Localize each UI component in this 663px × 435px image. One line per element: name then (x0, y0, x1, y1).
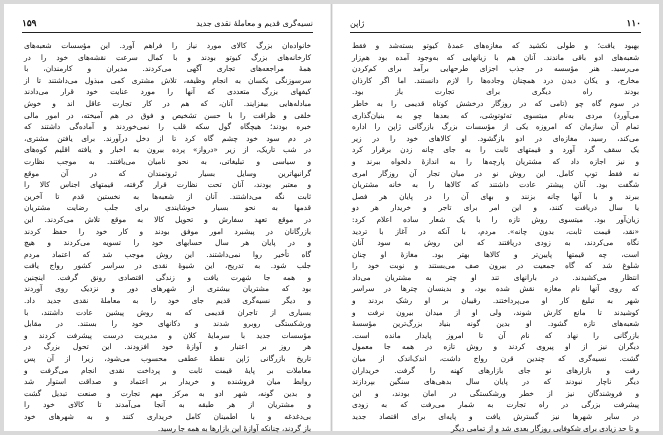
text-line: یک سقف گرد آورد و قیمتهای ثابت را به جای چانه زدن برقرار کرد (352, 145, 639, 155)
text-line: نه فقط توپ کامل. این روش نو در میان تجار آن روزگار امری (352, 168, 639, 178)
text-line: گشت. نسیه‌گری که چندین قرن رواج داشت، اندک‌اندک از میان (352, 354, 639, 364)
right-page-header (350, 18, 641, 33)
text-line: باز گردند، چنانکه آوازهٔ این بازارها به همه جا رسید. (157, 423, 311, 433)
text-line: تمام آن سازمان که امروزه یکی از مؤسسات بزرگ بازرگانی ژاپن را اداره (352, 122, 639, 132)
text-line: و در پایان هر سال حسابهای خود را تسویه می‌کردند و هیچ (24, 238, 311, 248)
text-line: شعبه‌های ادو باقی ماندند. آنان هم با زیانهایی که به‌وجود آمده بود هم‌زار (352, 52, 639, 62)
text-line: و بدین گونه، شهر ادو به مرکز مهم تجارت و صنعت تبدیل گشت (24, 388, 311, 398)
text-line: در سایر شهرها نیز گسترش یافت و پایه‌ای برای اقتصاد جدید (352, 412, 639, 421)
text-line: کوشیدند تا مانع کارش شوند، ولی او از میدان بیرون نرفت و (352, 307, 639, 317)
text-line: و همه جا شهرت یافت و زندگی اقتصادی رونق گرفت. اینچنین (24, 272, 311, 282)
text-line: خلقی و ظرافت را با حسن تشخیص و فوق در هم آمیخته، در امور مالی (24, 110, 311, 120)
text-line: می‌کند، رسید، مغازه‌ای در ادو بازگشود. او کالاهای خود را در زیر (352, 133, 639, 143)
text-line: گاه تأخیر روا نمی‌داشتند. این روش موجب شد که اعتماد مردم (24, 249, 311, 259)
text-line: در موقع تعهد سفارش و تحویل کالا به موقع تلاش می‌کردند. این (24, 214, 311, 224)
text-line: همهٔ مراجعه‌های تجاری آگهی می‌کردند. مدیران و کارمندان، با (24, 64, 311, 74)
right-page (332, 4, 659, 431)
text-line: زیان‌آور بود. میتسوی روش تازه را با یک شعار ساده اعلام کرد: (352, 214, 639, 224)
text-line: در دم سود خود چشم گاه کرد تا از دخل درآورند. برای یافتن مشتری، (24, 133, 311, 143)
text-line: قدمها به نحو بسیار خوشایندی برای جلب رضایت مشتریان (24, 203, 311, 213)
text-line: سرسوزنگی یکسان به انجام وظیفه، تلاش مشتری کمی مبذول می‌داشتند تا از (24, 75, 311, 85)
right-running-head: ژاپن (350, 19, 365, 28)
left-page-body-text (24, 40, 311, 433)
text-line: مخارج، و یکان دیدن درد همچنان وجاده‌ها را لازم دانستند. اما اگر کارذان (352, 75, 639, 85)
text-line: هر روز بر اعتبار و آوازهٔ خود افزودند. این تحول بزرگ در (24, 342, 311, 352)
text-line: کارخانه‌های بزرگ کیوتو بودند و با کمال سرعت نقشه‌های خود را در (24, 52, 311, 62)
text-line: بازرگانی را نهاد که نام آن تا امروز پایدار مانده است. (352, 330, 639, 340)
right-page-body-text (352, 40, 639, 433)
left-page-header (22, 18, 313, 33)
text-line: و سیاسی و تبلیغاتی، به نحو نامیان می‌یافتند. به موجب نظارت (24, 156, 311, 166)
text-line: پیشرفت بزرگی در راه تجارت به شمار می‌رفت که به زودی (352, 400, 639, 410)
text-line: و مشتریان از هر طبقه به آنجا می‌آمدند تا کالای خود را (24, 400, 311, 410)
right-page-number: ۱۱۰ (626, 19, 641, 29)
text-line: «نقد، قیمت ثابت، بدون چانه». مردم، با آنکه در آغاز با تردید (352, 226, 639, 236)
text-line: روابط میان فروشنده و خریدار بر اعتماد و صداقت استوار شد (24, 377, 311, 387)
text-line: دیگران نیز از او پیروی کردند و روش تازه در همه جا معمول (352, 342, 639, 352)
text-line: شهر به تبلیغ کار او می‌پرداختند. رقیبان بر او رشک بردند و (352, 296, 639, 306)
text-line: شلوغ شد که گاه جمعیت در بیرون صف می‌بستند و نوبت خود را (352, 261, 639, 271)
text-line: ببرند و با آنها چانه بزنند و بهای آن را در پایان هر فصل (352, 191, 639, 201)
text-line: می‌آورد) مردی به‌نام میتسوی ته‌ئوتوشی، که بعدها چو به بنیان‌گذاری (352, 110, 639, 120)
text-line: و دیگر نسیه‌گری قدیم جای خود را به معاملهٔ نقدی جدید داد. (24, 296, 311, 306)
text-line: مؤسسات جدید با سرمایهٔ کلان و مدیریت درست پیشرفت کردند و (24, 330, 311, 340)
text-line: نگاه می‌کردند، به زودی دریافتند که این روش به سود آنان (352, 238, 639, 248)
text-line: ثابت نگه می‌داشتند. آنان از شعبه‌ها به نخستین قدم تا آخرین (24, 191, 311, 201)
text-line: معاملات بر پایهٔ قیمت ثابت و پرداخت نقدی انجام می‌گرفت و (24, 365, 311, 375)
text-line: بسیاری از تاجران قدیمی که به روش پیشین عادت داشتند، با (24, 307, 311, 317)
text-line: بود که مشتریان بیشتری از شهرهای دور و نزدیک روی آوردند (24, 284, 311, 294)
text-line: است، چه قیمتها پایین‌تر و کالاها بهتر بود. مغازهٔ او چنان (352, 249, 639, 259)
text-line: شعبه‌های تازه گشود. او بدین گونه بنیاد بزرگ‌ترین مؤسسهٔ (352, 319, 639, 329)
text-line: تاریخ بازرگانی ژاپن نقطهٔ عطفی محسوب می‌شود، زیرا از آن پس (24, 354, 311, 364)
book-spread (4, 4, 659, 431)
text-line: در شب تاریک، از زیر «درواز» پرده بیرون به اخبار و یافته اقلیم کوه‌های (24, 145, 311, 155)
text-line: یا سال دریافت کنند، و این امر برای تاجر و خریدار هر دو (352, 203, 639, 213)
text-line: و فروشندگان نیز از خطر ورشکستگی در امان بودند، و این (352, 388, 639, 398)
text-line: خانواده‌ان بزرگ کالای مورد نیاز را فراهم آورد. این مؤسسات شعبه‌های (24, 41, 311, 50)
text-line: شگفت بود. آنان پیشتر عادت داشتند که کالاها را به خانه مشتریان (352, 180, 639, 190)
text-line: می‌رسید. هنر مؤسسه در جذب اجزای طرحهایی برآمد برای کم‌کردن (352, 64, 639, 74)
text-line: در سوم گاه چو (تامی که در روزگار درخشش کوتاه قدیمی را به خاطر (352, 98, 639, 108)
text-line: و نیز اجازه داد که مشتریان پارچه‌ها را به اندازهٔ دلخواه ببرند و (352, 156, 639, 166)
text-line: بودند راه دیگری برای تجارت باز بود. (352, 87, 639, 97)
text-line: ورشکستگی روبرو شدند و دکانهای خود را بستند. در مقابل (24, 319, 311, 329)
left-page-number: ۱۵۹ (22, 19, 37, 29)
text-line: خبره بودند؛ هیچگاه گول سکه قلب را نمی‌خوردند و آماده‌گی داشتند که (24, 122, 311, 132)
text-line: انتظار می‌کشیدند. در بارانهای تند او چتر به مشتریان می‌داد (352, 272, 639, 282)
text-line: کیفهای بزرگ متعددی که آنها را مورد عنایت خود قرار می‌دادند (24, 87, 311, 97)
text-line: گرانبهاترین وسایل بسیار ثروتمندان که در آن موقع (24, 168, 311, 178)
text-line: بهبود یافت؛ و طولی نکشید که مغازه‌های عمدهٔ کیوتو بسته‌شد و فقط (352, 41, 639, 50)
text-line: و معتبر بودند، آنان تحت نظارت قرار گرفته، قیمتهای اجناس کالا را (24, 180, 311, 190)
text-line: بازرگانان در پیشبرد امور موفق بودند و کار خود را حفظ کردند (24, 226, 311, 236)
left-page (4, 4, 331, 431)
text-line: مبادله‌هایی بیفزایند. آنان، که هم در کار تجارت عاقل اند و خوش (24, 98, 311, 108)
text-line: دیگر ناچار نبودند که در پایان سال بدهی‌های سنگین بپردازند (352, 377, 639, 387)
text-line: جلب شود. به تدریج، این شیوهٔ نقدی در سراسر کشور رواج یافت (24, 261, 311, 271)
text-line: رفت و بازارهای نو جای بازارهای کهنه را گرفت. خریداران (352, 365, 639, 375)
text-line: بی‌دغدغه و با اطمینان کامل خریداری کنند و به شهرهای خود (24, 412, 311, 421)
text-line: و تا حد زیادی برای شکوفایی روزگار بعدی شد و از تمامی دیگر (451, 423, 639, 433)
left-running-head: نسیه‌گری قدیم و معاملهٔ نقدی جدید (196, 19, 313, 28)
text-line: که روی آنها نام مغازه نقش شده بود، و بدینسان چترها در سراسر (352, 284, 639, 294)
